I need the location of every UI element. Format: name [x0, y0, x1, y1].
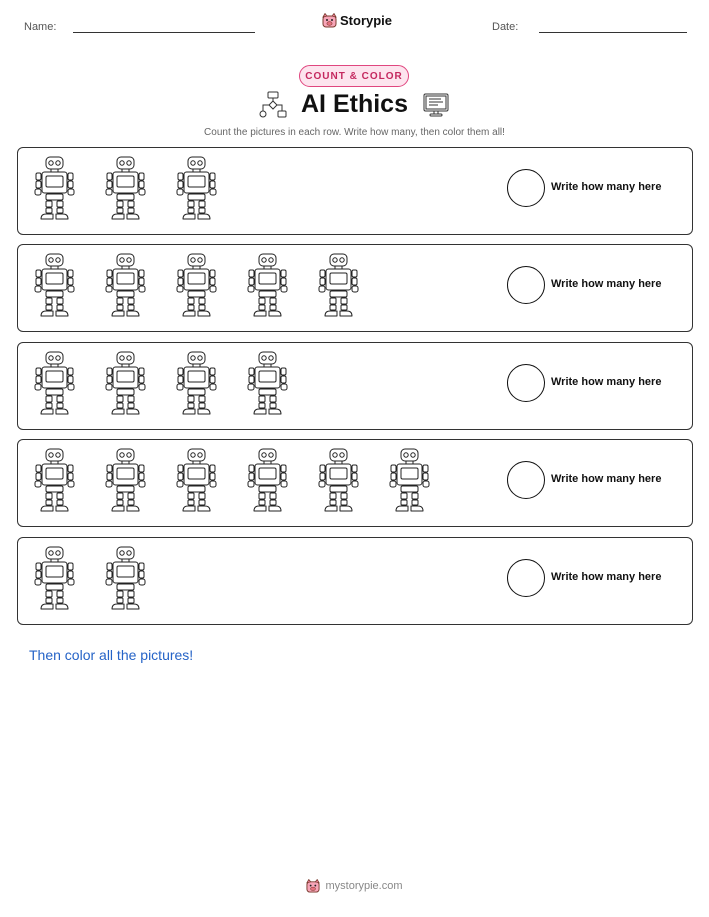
robot-icon[interactable]: [245, 448, 290, 512]
picture-group: [32, 156, 219, 220]
page-title: AI Ethics: [301, 90, 408, 118]
name-label: Name:: [24, 21, 57, 33]
answer-circle[interactable]: [507, 559, 545, 597]
robot-icon[interactable]: [245, 351, 290, 415]
answer-circle[interactable]: [507, 266, 545, 304]
robot-icon[interactable]: [174, 351, 219, 415]
robot-icon[interactable]: [174, 448, 219, 512]
robot-icon[interactable]: [32, 351, 77, 415]
pig-face-icon: [322, 13, 337, 28]
footer-note: Then color all the pictures!: [29, 647, 194, 663]
answer-label: Write how many here: [551, 278, 662, 290]
answer-circle[interactable]: [507, 461, 545, 499]
brand-name: Storypie: [340, 13, 393, 28]
counting-row: [17, 439, 693, 527]
robot-icon[interactable]: [245, 253, 290, 317]
robot-icon[interactable]: [32, 253, 77, 317]
counting-row: [17, 244, 693, 332]
robot-icon[interactable]: [32, 448, 77, 512]
site-url: mystorypie.com: [325, 880, 403, 892]
activity-badge: COUNT & COLOR: [299, 65, 409, 87]
picture-group: [32, 448, 432, 512]
robot-icon[interactable]: [103, 448, 148, 512]
robot-icon[interactable]: [103, 546, 148, 610]
robot-icon[interactable]: [32, 546, 77, 610]
picture-group: [32, 253, 361, 317]
robot-icon[interactable]: [103, 351, 148, 415]
flowchart-icon: [259, 91, 287, 119]
date-label: Date:: [492, 21, 519, 33]
robot-icon[interactable]: [316, 448, 361, 512]
counting-row: [17, 537, 693, 625]
answer-circle[interactable]: [507, 169, 545, 207]
computer-monitor-icon: [422, 92, 450, 118]
instructions: Count the pictures in each row. Write how many, then color them all!: [204, 127, 505, 138]
date-line[interactable]: [539, 32, 687, 33]
robot-icon[interactable]: [32, 156, 77, 220]
robot-icon[interactable]: [174, 156, 219, 220]
robot-icon[interactable]: [174, 253, 219, 317]
site-footer: [0, 879, 709, 893]
answer-circle[interactable]: [507, 364, 545, 402]
brand-logo: [322, 13, 392, 28]
picture-group: [32, 546, 148, 610]
robot-icon[interactable]: [387, 448, 432, 512]
answer-label: Write how many here: [551, 181, 662, 193]
robot-icon[interactable]: [103, 253, 148, 317]
robot-icon[interactable]: [316, 253, 361, 317]
answer-label: Write how many here: [551, 376, 662, 388]
name-line[interactable]: [73, 32, 255, 33]
answer-label: Write how many here: [551, 571, 662, 583]
counting-row: [17, 342, 693, 430]
counting-row: [17, 147, 693, 235]
robot-icon[interactable]: [103, 156, 148, 220]
pig-face-icon: [306, 879, 320, 893]
answer-label: Write how many here: [551, 473, 662, 485]
picture-group: [32, 351, 290, 415]
title-row: [0, 90, 709, 119]
